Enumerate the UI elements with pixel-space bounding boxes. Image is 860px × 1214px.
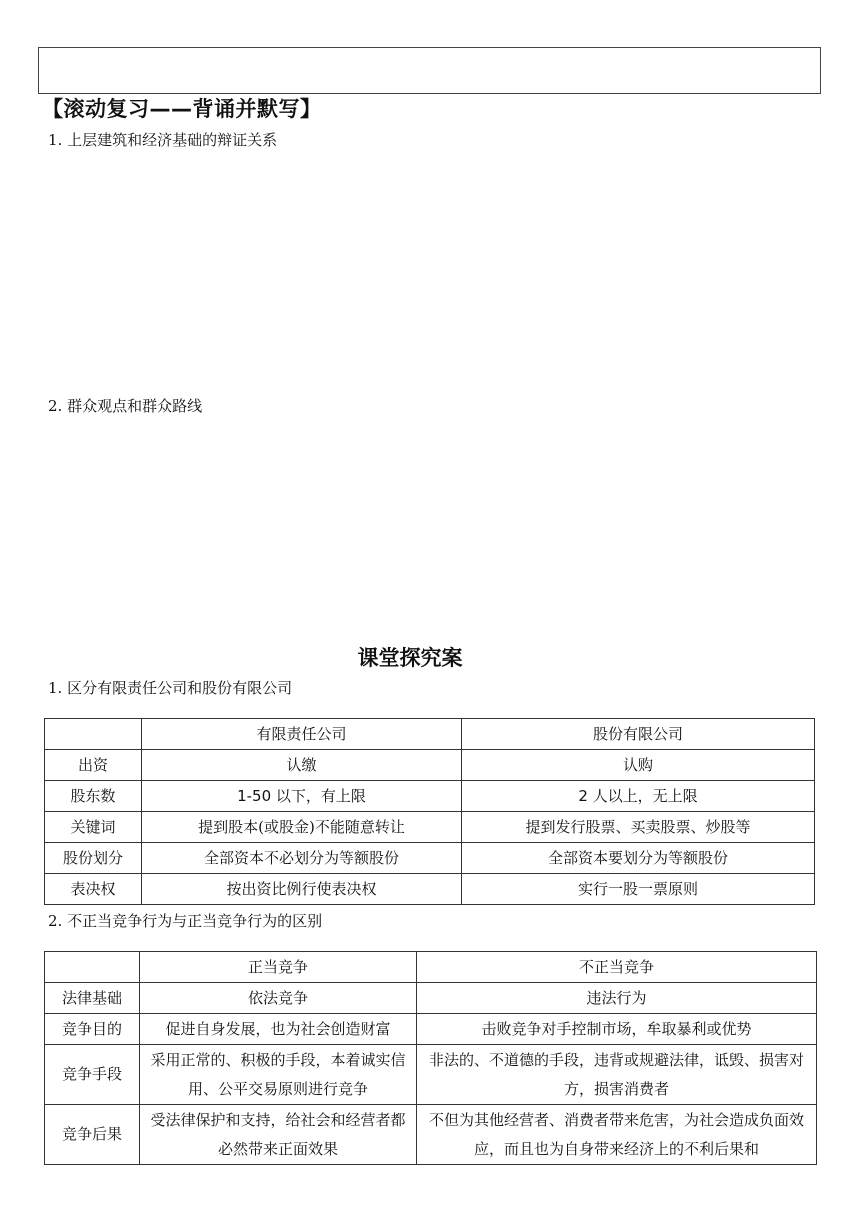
table-header-row	[45, 719, 815, 750]
row-label: 表决权	[45, 874, 142, 905]
table-cell: 全部资本要划分为等额股份	[462, 843, 815, 874]
table-cell: 2 人以上，无上限	[462, 781, 815, 812]
row-label: 竞争目的	[45, 1014, 140, 1045]
header-cell	[45, 952, 140, 983]
table-cell: 击败竞争对手控制市场，牟取暴利或优势	[417, 1014, 817, 1045]
table-row	[45, 983, 817, 1014]
table-row	[45, 843, 815, 874]
table-cell: 提到发行股票、买卖股票、炒股等	[462, 812, 815, 843]
row-label: 关键词	[45, 812, 142, 843]
table-row	[45, 1014, 817, 1045]
row-label: 法律基础	[45, 983, 140, 1014]
review-heading: 【滚动复习——背诵并默写】	[42, 97, 322, 121]
row-label: 竞争手段	[45, 1045, 140, 1105]
header-cell: 不正当竞争	[417, 952, 817, 983]
table-row	[45, 812, 815, 843]
row-label: 出资	[45, 750, 142, 781]
header-cell: 股份有限公司	[462, 719, 815, 750]
table-cell: 认购	[462, 750, 815, 781]
page-title: 课堂探究案	[357, 646, 463, 670]
company-comparison-table	[44, 718, 815, 905]
table-row	[45, 874, 815, 905]
header-cell: 有限责任公司	[142, 719, 462, 750]
review-item-1: 1. 上层建筑和经济基础的辩证关系	[48, 131, 278, 149]
table-row	[45, 781, 815, 812]
row-label: 股东数	[45, 781, 142, 812]
table-cell: 不但为其他经营者、消费者带来危害，为社会造成负面效应，而且也为自身带来经济上的不利后果和	[417, 1105, 817, 1165]
row-label: 竞争后果	[45, 1105, 140, 1165]
top-blank-box	[38, 47, 821, 94]
table-row	[45, 750, 815, 781]
table-cell: 促进自身发展，也为社会创造财富	[140, 1014, 417, 1045]
table-cell: 全部资本不必划分为等额股份	[142, 843, 462, 874]
table-header-row	[45, 952, 817, 983]
table2-caption: 2. 不正当竞争行为与正当竞争行为的区别	[48, 912, 323, 930]
table1-caption: 1. 区分有限责任公司和股份有限公司	[48, 679, 293, 697]
review-item-2: 2. 群众观点和群众路线	[48, 397, 203, 415]
header-cell	[45, 719, 142, 750]
header-cell: 正当竞争	[140, 952, 417, 983]
table-cell: 非法的、不道德的手段，违背或规避法律，诋毁、损害对方，损害消费者	[417, 1045, 817, 1105]
competition-comparison-table	[44, 951, 817, 1165]
table-cell: 提到股本(或股金)不能随意转让	[142, 812, 462, 843]
table-cell: 实行一股一票原则	[462, 874, 815, 905]
table-cell: 按出资比例行使表决权	[142, 874, 462, 905]
table-cell: 受法律保护和支持，给社会和经营者都必然带来正面效果	[140, 1105, 417, 1165]
table-row	[45, 1105, 817, 1165]
table-cell: 违法行为	[417, 983, 817, 1014]
table-cell: 依法竞争	[140, 983, 417, 1014]
table-cell: 采用正常的、积极的手段，本着诚实信用、公平交易原则进行竞争	[140, 1045, 417, 1105]
table-row	[45, 1045, 817, 1105]
table-cell: 认缴	[142, 750, 462, 781]
table-cell: 1-50 以下，有上限	[142, 781, 462, 812]
row-label: 股份划分	[45, 843, 142, 874]
